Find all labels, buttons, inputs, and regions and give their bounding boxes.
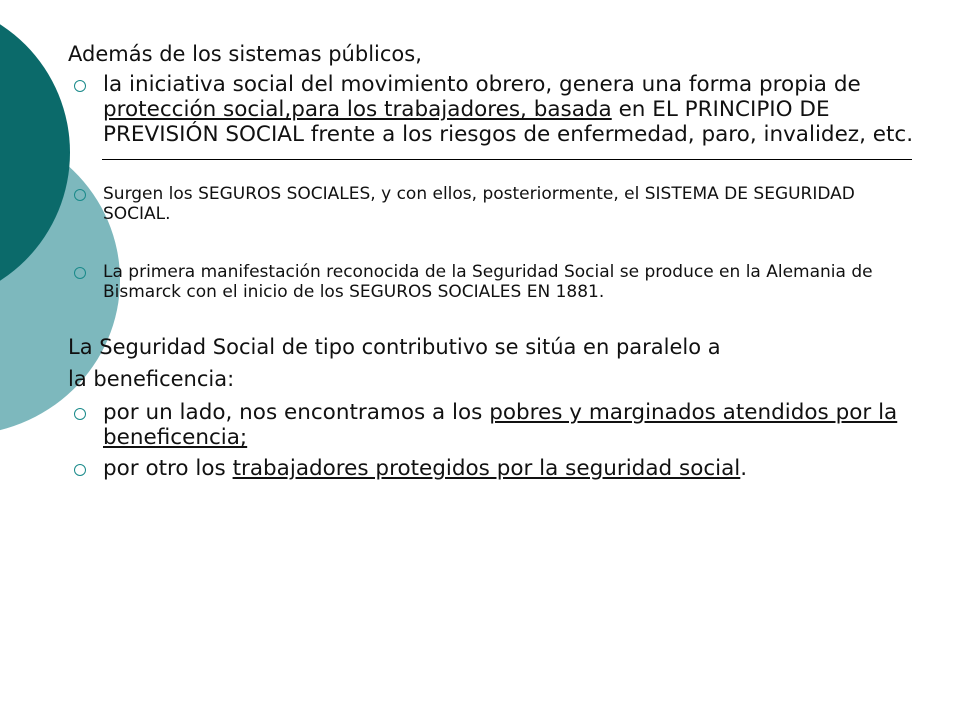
item-3-text: La primera manifestación reconocida de la Seguridad Social se produce en la Alemania de Bismarck con el inicio de los SEGUROS SOCIALES EN 1881. — [103, 262, 873, 302]
paragraph-line-2: la beneficencia: — [68, 367, 235, 391]
bullet-item-1 — [68, 72, 918, 147]
bullet-item-2 — [68, 184, 918, 224]
slide-content — [68, 40, 918, 481]
bullet-item-5 — [68, 456, 918, 481]
item-2-text: Surgen los SEGUROS SOCIALES, y con ellos, posteriormente, el SISTEMA DE SEGURIDAD SOCIAL. — [103, 184, 855, 224]
item-4-text-underlined: pobres y marginados atendidos por la beneficencia; — [103, 400, 898, 450]
item-1-text-post: en EL PRINCIPIO DE PREVISIÓN SOCIAL frente a los riesgos de enfermedad, paro, invalidez, etc. — [103, 97, 914, 147]
circle-bullet-icon — [74, 189, 86, 201]
item-4-text-pre: por un lado, nos encontramos a los — [103, 400, 490, 425]
item-5-text-post: . — [740, 456, 748, 481]
bullet-item-4 — [68, 400, 918, 450]
circle-bullet-icon — [74, 464, 86, 476]
circle-bullet-icon — [74, 408, 86, 420]
item-5-text-underlined: trabajadores protegidos por la seguridad social — [232, 456, 741, 481]
circle-bullet-icon — [74, 267, 86, 279]
item-1-text-pre: la iniciativa social del movimiento obrero, genera una forma propia de — [103, 72, 861, 97]
circle-bullet-icon — [74, 80, 86, 92]
bullet-item-3 — [68, 262, 918, 302]
paragraph-line-1: La Seguridad Social de tipo contributivo se sitúa en paralelo a — [68, 335, 721, 359]
item-5-text-pre: por otro los — [103, 456, 233, 481]
intro-line: Además de los sistemas públicos, — [68, 42, 422, 66]
item-1-text-underlined: protección social,para los trabajadores, basada — [103, 97, 612, 122]
